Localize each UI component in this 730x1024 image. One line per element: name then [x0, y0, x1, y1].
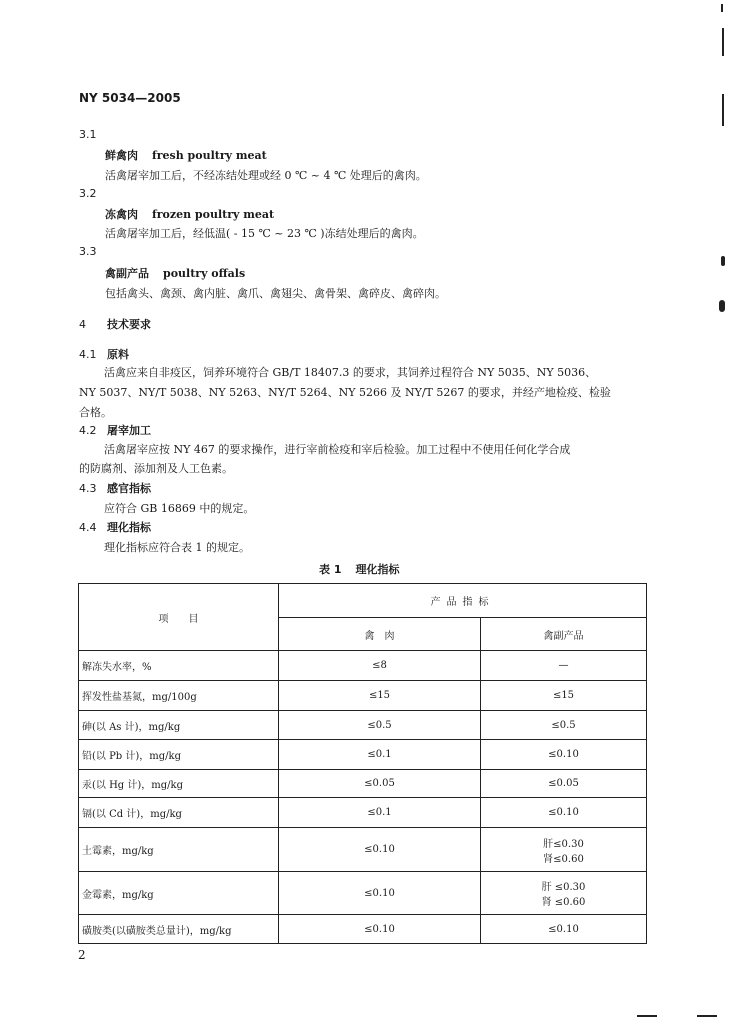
- row-item: 镉(以 Cd 计)，mg/kg: [79, 798, 279, 828]
- paragraph-line: 活禽屠宰应按 NY 467 的要求操作，进行宰前检疫和宰后检验。加工过程中不使用任何化学合成: [104, 443, 571, 456]
- offal-kidney-value: 肾≤0.60: [543, 853, 584, 865]
- column-header-item: 项 目: [79, 584, 279, 651]
- page-number: 2: [78, 948, 86, 962]
- table-row: [79, 681, 647, 711]
- column-header-group: 产品指标: [279, 584, 647, 618]
- row-meat-value: ≤0.10: [279, 915, 481, 944]
- scan-artifact: [719, 300, 725, 312]
- subsection-heading: 4.4 理化指标: [79, 521, 151, 534]
- row-meat-value: ≤0.10: [279, 828, 481, 872]
- term-chinese: 鲜禽肉: [105, 149, 138, 162]
- scan-artifact: [722, 28, 724, 56]
- term-english: fresh poultry meat: [152, 149, 267, 162]
- definition-text: 活禽屠宰加工后，不经冻结处理或经 0 ℃ ~ 4 ℃ 处理后的禽肉。: [105, 169, 427, 182]
- definition-text: 活禽屠宰加工后，经低温( - 15 ℃ ~ 23 ℃ )冻结处理后的禽肉。: [105, 227, 424, 240]
- row-offal-value: ≤0.10: [481, 740, 647, 770]
- row-item: 铅(以 Pb 计)，mg/kg: [79, 740, 279, 770]
- row-item: 汞(以 Hg 计)，mg/kg: [79, 770, 279, 798]
- subsection-heading: 4.2 屠宰加工: [79, 424, 151, 437]
- definition-number: 3.2: [79, 187, 97, 200]
- paragraph-line: 活禽应来自非疫区，饲养环境符合 GB/T 18407.3 的要求，其饲养过程符合 NY 5035、NY 5036、: [104, 366, 597, 379]
- paragraph-line: 应符合 GB 16869 中的规定。: [104, 502, 255, 515]
- row-item: 解冻失水率，%: [79, 651, 279, 681]
- table-row: [79, 872, 647, 915]
- table-caption: 表 1 理化指标: [319, 563, 400, 576]
- term-english: frozen poultry meat: [152, 208, 275, 221]
- column-header-meat: 禽 肉: [279, 618, 481, 651]
- table-row: [79, 651, 647, 681]
- row-item: 挥发性盐基氮，mg/100g: [79, 681, 279, 711]
- paragraph-line: NY 5037、NY/T 5038、NY 5263、NY/T 5264、NY 5266 及 NY/T 5267 的要求，并经产地检疫、检验: [79, 386, 611, 399]
- row-meat-value: ≤8: [279, 651, 481, 681]
- definition-term: [105, 265, 245, 281]
- table-row: [79, 711, 647, 740]
- table-row: [79, 740, 647, 770]
- scan-artifact: [721, 256, 725, 266]
- table-row: [79, 770, 647, 798]
- row-offal-value: ≤0.10: [481, 915, 647, 944]
- row-item: 磺胺类(以磺胺类总量计)，mg/kg: [79, 915, 279, 944]
- term-english: poultry offals: [163, 267, 246, 280]
- row-offal-value: —: [481, 651, 647, 681]
- row-meat-value: ≤0.1: [279, 798, 481, 828]
- definition-number: 3.3: [79, 245, 97, 258]
- document-code: NY 5034—2005: [79, 91, 181, 105]
- row-meat-value: ≤0.1: [279, 740, 481, 770]
- section-heading: 4 技术要求: [79, 318, 151, 331]
- table-row: [79, 828, 647, 872]
- paragraph-line: 合格。: [79, 406, 112, 419]
- term-chinese: 禽副产品: [105, 267, 149, 280]
- subsection-heading: 4.1 原料: [79, 348, 129, 361]
- offal-kidney-value: 肾 ≤0.60: [541, 897, 586, 908]
- scan-artifact: [697, 1015, 717, 1017]
- definition-term: [105, 147, 267, 163]
- term-chinese: 冻禽肉: [105, 208, 138, 221]
- column-header-offal: 禽副产品: [481, 618, 647, 651]
- scan-artifact: [721, 4, 723, 12]
- offal-liver-value: 肝 ≤0.30: [541, 882, 586, 893]
- scan-artifact: [637, 1015, 657, 1017]
- definition-term: [105, 206, 274, 222]
- spec-table: [78, 583, 647, 944]
- paragraph-line: 的防腐剂、添加剂及人工色素。: [79, 462, 233, 475]
- row-meat-value: ≤15: [279, 681, 481, 711]
- paragraph-line: 理化指标应符合表 1 的规定。: [104, 541, 250, 554]
- row-meat-value: ≤0.05: [279, 770, 481, 798]
- subsection-heading: 4.3 感官指标: [79, 482, 151, 495]
- definition-text: 包括禽头、禽颈、禽内脏、禽爪、禽翅尖、禽骨架、禽碎皮、禽碎肉。: [105, 287, 446, 300]
- row-offal-value: ≤0.05: [481, 770, 647, 798]
- table-row: [79, 798, 647, 828]
- row-item: 砷(以 As 计)，mg/kg: [79, 711, 279, 740]
- definition-number: 3.1: [79, 128, 97, 141]
- table-row: [79, 915, 647, 944]
- row-offal-value: ≤0.10: [481, 798, 647, 828]
- row-offal-value: ≤15: [481, 681, 647, 711]
- row-item: 金霉素，mg/kg: [79, 872, 279, 915]
- row-meat-value: ≤0.5: [279, 711, 481, 740]
- row-meat-value: ≤0.10: [279, 872, 481, 915]
- scan-artifact: [722, 94, 724, 126]
- row-offal-value: ≤0.5: [481, 711, 647, 740]
- row-offal-value: [481, 828, 647, 872]
- row-offal-value: [481, 872, 647, 915]
- offal-liver-value: 肝≤0.30: [543, 838, 584, 850]
- row-item: 土霉素，mg/kg: [79, 828, 279, 872]
